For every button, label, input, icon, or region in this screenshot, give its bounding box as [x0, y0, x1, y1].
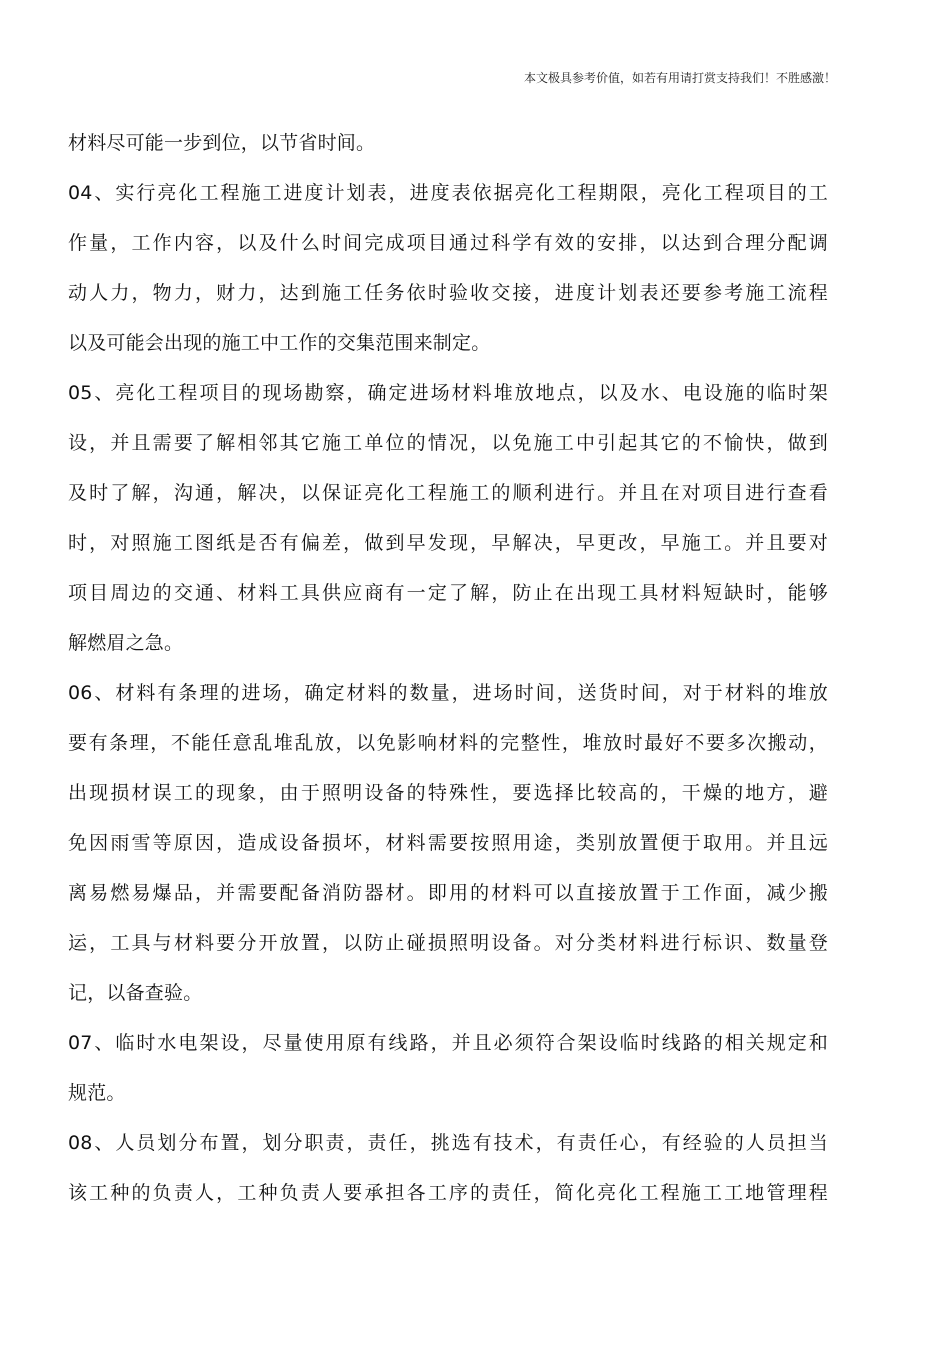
text-line: 运，工具与材料要分开放置，以防止碰损照明设备。对分类材料进行标识、数量登 — [68, 932, 828, 954]
text-line: 设，并且需要了解相邻其它施工单位的情况，以免施工中引起其它的不愉快，做到 — [68, 432, 828, 454]
text-line: 要有条理，不能任意乱堆乱放，以免影响材料的完整性，堆放时最好不要多次搬动， — [68, 732, 828, 754]
text-line: 作量，工作内容，以及什么时间完成项目通过科学有效的安排，以达到合理分配调 — [68, 232, 828, 254]
text-line: 以及可能会出现的施工中工作的交集范围来制定。 — [68, 332, 491, 354]
text-line: 出现损材误工的现象，由于照明设备的特殊性，要选择比较高的，干燥的地方，避 — [68, 782, 828, 804]
text-line: 及时了解，沟通，解决，以保证亮化工程施工的顺利进行。并且在对项目进行查看 — [68, 482, 828, 504]
text-line: 时，对照施工图纸是否有偏差，做到早发现，早解决，早更改，早施工。并且要对 — [68, 532, 828, 554]
text-line: 项目周边的交通、材料工具供应商有一定了解，防止在出现工具材料短缺时，能够 — [68, 582, 828, 604]
text-line: 动人力，物力，财力，达到施工任务依时验收交接，进度计划表还要参考施工流程 — [68, 282, 828, 304]
text-line: 解燃眉之急。 — [68, 632, 184, 654]
text-line: 04、实行亮化工程施工进度计划表，进度表依据亮化工程期限，亮化工程项目的工 — [68, 182, 828, 204]
text-line: 07、临时水电架设，尽量使用原有线路，并且必须符合架设临时线路的相关规定和 — [68, 1032, 828, 1054]
text-line: 离易燃易爆品，并需要配备消防器材。即用的材料可以直接放置于工作面，减少搬 — [68, 882, 828, 904]
text-line: 材料尽可能一步到位，以节省时间。 — [68, 132, 376, 154]
text-line: 08、人员划分布置，划分职责，责任，挑选有技术，有责任心，有经验的人员担当 — [68, 1132, 828, 1154]
text-line: 06、材料有条理的进场，确定材料的数量，进场时间，送货时间，对于材料的堆放 — [68, 682, 828, 704]
text-line: 记，以备查验。 — [68, 982, 203, 1004]
text-line: 免因雨雪等原因，造成设备损坏，材料需要按照用途，类别放置便于取用。并且远 — [68, 832, 828, 854]
text-line: 05、亮化工程项目的现场勘察，确定进场材料堆放地点，以及水、电设施的临时架 — [68, 382, 828, 404]
text-line: 规范。 — [68, 1082, 126, 1104]
body-text — [68, 118, 828, 1218]
header-note: 本文极具参考价值，如若有用请打赏支持我们！不胜感激！ — [523, 71, 836, 85]
text-line: 该工种的负责人，工种负责人要承担各工序的责任，简化亮化工程施工工地管理程 — [68, 1182, 828, 1204]
